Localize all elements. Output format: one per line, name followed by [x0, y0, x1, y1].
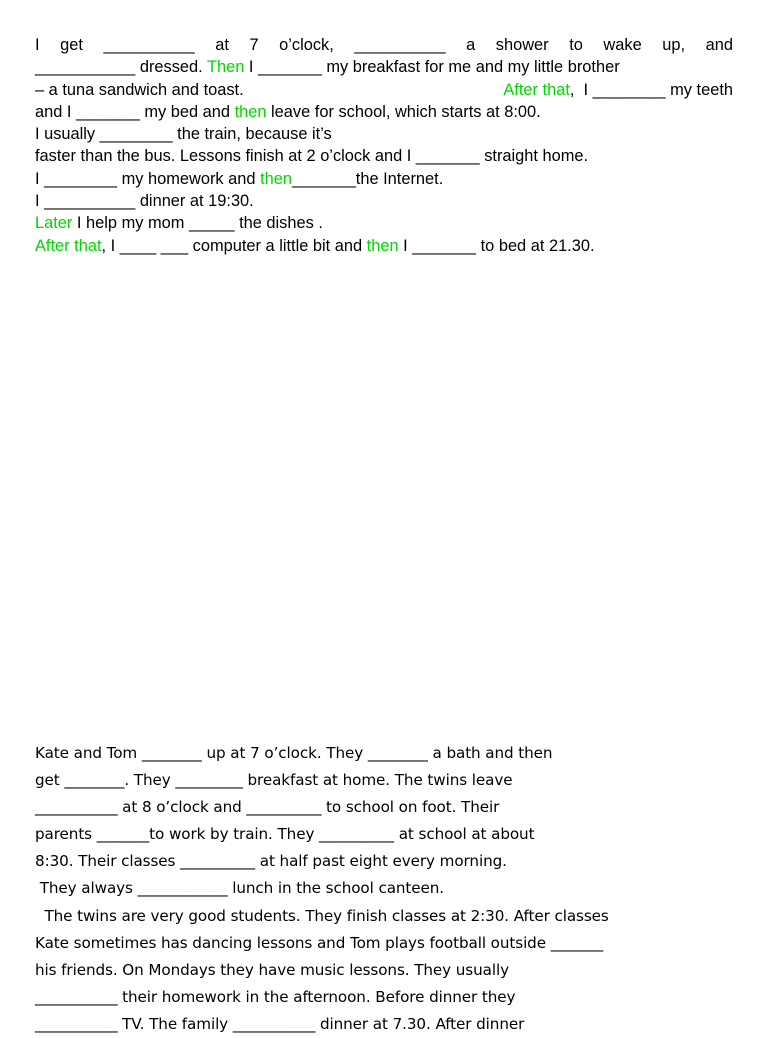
text-group [503, 79, 733, 101]
highlight-then: then [234, 102, 267, 121]
text-segment: I _______ my breakfast for me and my little brother [244, 58, 620, 77]
text-segment: I help my mom _____ the dishes . [72, 214, 323, 233]
highlight-after-that: After that [503, 80, 570, 99]
exercise-2-line: ___________ at 8 o’clock and __________ to school on foot. Their [35, 798, 500, 817]
word: I [35, 36, 40, 54]
word: to [569, 36, 583, 54]
text-segment: – a tuna sandwich and toast. [35, 80, 244, 99]
exercise-1-line-9 [35, 212, 733, 234]
highlight-after-that: After that [35, 236, 102, 255]
exercise-1-line-2 [35, 56, 733, 78]
exercise-2-line: 8:30. Their classes __________ at half past eight every morning. [35, 852, 507, 871]
word: 7 [249, 36, 259, 54]
exercise-1-line-7 [35, 168, 733, 190]
blank-field: __________ [103, 36, 195, 54]
highlight-then: then [366, 236, 399, 255]
word: and [705, 36, 733, 54]
exercise-1-line-1 [35, 34, 733, 56]
word: a [466, 36, 476, 54]
exercise-2-line: Kate and Tom ________ up at 7 o’clock. They ________ a bath and then [35, 744, 553, 762]
blank-field: __________ [354, 36, 446, 54]
word: wake [603, 36, 642, 54]
word: get [60, 36, 83, 54]
word: up, [662, 36, 686, 54]
exercise-1-line-6: faster than the bus. Lessons finish at 2 o’clock and I _______ straight home. [35, 147, 589, 166]
text-segment: , I ____ ___ computer a little bit and [101, 236, 367, 255]
exercise-2-line: his friends. On Mondays they have music lessons. They usually [35, 960, 509, 979]
exercise-2-line: ___________ TV. The family ___________ dinner at 7.30. After dinner [35, 1014, 525, 1033]
text-segment: , I ________ my teeth [569, 80, 733, 99]
exercise-2-line: The twins are very good students. They finish classes at 2:30. After classes [35, 906, 609, 925]
exercise-1-line-3 [35, 79, 733, 101]
exercise-2-line: get ________. They _________ breakfast at home. The twins leave [35, 771, 513, 790]
exercise-1-line-4 [35, 101, 733, 123]
text-segment: _______the Internet. [291, 169, 444, 188]
highlight-then: then [260, 169, 292, 188]
exercise-1-line-8: I __________ dinner at 19:30. [35, 192, 254, 211]
text-segment: leave for school, which starts at 8:00. [266, 102, 541, 121]
exercise-2-line: ___________ their homework in the afternoon. Before dinner they [35, 987, 516, 1006]
exercise-2-paragraph [35, 740, 733, 1038]
exercise-1-line-10 [35, 235, 733, 257]
text-segment: I _______ to bed at 21.30. [398, 236, 595, 255]
exercise-2-line: They always ____________ lunch in the school canteen. [35, 879, 445, 898]
text-segment: ___________ dressed. [35, 58, 207, 77]
highlight-later: Later [35, 214, 73, 233]
exercise-1-paragraph [35, 34, 733, 257]
word: at [215, 36, 229, 54]
exercise-1-line-5: I usually ________ the train, because it’s [35, 125, 332, 144]
word: shower [495, 36, 549, 54]
word: o’clock, [279, 36, 334, 54]
text-segment: I ________ my homework and [35, 169, 261, 188]
highlight-then: Then [206, 58, 245, 77]
exercise-2-line: Kate sometimes has dancing lessons and Tom plays football outside _______ [35, 933, 604, 952]
exercise-2-line: parents _______to work by train. They __________ at school at about [35, 825, 535, 844]
text-segment: and I _______ my bed and [35, 102, 235, 121]
